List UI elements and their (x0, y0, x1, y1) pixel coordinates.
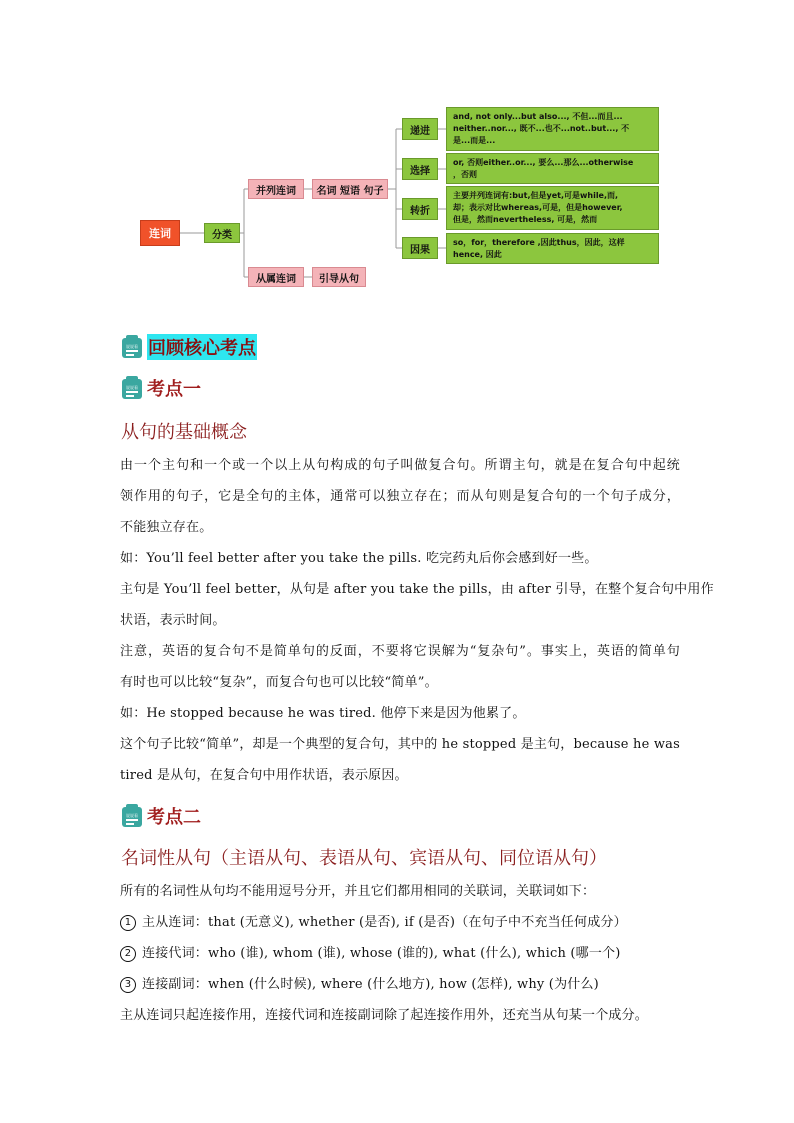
body-line: 如：You’ll feel better after you take the pills. 吃完药丸后你会感到好一些。 (120, 551, 598, 566)
list-number: 3 (120, 977, 136, 993)
mindmap-branch-progressive: 递进 (402, 118, 438, 140)
leaf-line: and, not only...but also..., 不但...而且... (453, 112, 623, 121)
mindmap-branch-cause: 因果 (402, 237, 438, 259)
leaf-line: so，for，therefore ,因此thus，因此，这样 (453, 238, 625, 247)
point1-topic: 从句的基础概念 (121, 422, 247, 443)
point1-heading (121, 375, 201, 401)
leaf-line: 却；表示对比whereas,可是，但是however, (453, 203, 623, 212)
mindmap-branch-choice: 选择 (402, 158, 438, 180)
leaf-line: 是...而是... (453, 136, 496, 145)
body-line: 所有的名词性从句均不能用逗号分开，并且它们都用相同的关联词，关联词如下： (120, 884, 596, 899)
leaf-line: ，否则 (453, 170, 477, 179)
mindmap-branch-contrast: 转折 (402, 198, 438, 220)
list-item-text: 连接副词：when (什么时候), where (什么地方), how (怎样), why (为什么) (142, 977, 599, 992)
mindmap-connectors (0, 0, 794, 300)
mindmap-coordinating-scope-node: 名词 短语 句子 (312, 179, 388, 199)
mindmap-subordinating-node: 从属连词 (248, 267, 304, 287)
body-line: 由一个主句和一个或一个以上从句构成的句子叫做复合句。所谓主句，就是在复合句中起统 (120, 458, 680, 473)
notebook-icon: 说说看 (121, 376, 143, 400)
review-heading (121, 334, 257, 360)
leaf-line: neither..nor..., 既不...也不...not..but..., 不 (453, 124, 630, 133)
leaf-line: hence, 因此 (453, 250, 502, 259)
point2-heading-title: 考点二 (147, 807, 201, 828)
body-line: 领作用的句子，它是全句的主体，通常可以独立存在；而从句则是复合句的一个句子成分， (120, 489, 680, 504)
notebook-icon: 说说看 (121, 804, 143, 828)
mindmap-leaf-choice (446, 153, 659, 184)
list-item (120, 907, 680, 938)
point1-heading-title: 考点一 (147, 379, 201, 400)
list-number: 2 (120, 946, 136, 962)
point2-heading (121, 803, 201, 829)
leaf-line: or, 否则either..or..., 要么...那么...otherwise (453, 158, 634, 167)
body-line: tired 是从句，在复合句中用作状语，表示原因。 (120, 768, 408, 783)
list-item-text: 主从连词：that (无意义), whether (是否), if (是否)（在句子中不充当任何成分） (142, 915, 627, 930)
leaf-line: 但是，然而nevertheless, 可是，然而 (453, 215, 598, 224)
list-number: 1 (120, 915, 136, 931)
point2-topic: 名词性从句（主语从句、表语从句、宾语从句、同位语从句） (121, 848, 607, 869)
mindmap-leaf-cause (446, 233, 659, 264)
mindmap-category-node: 分类 (204, 223, 240, 243)
leaf-line: 主要并列连词有:but,但是yet,可是while,而, (453, 191, 619, 200)
notebook-icon: 说说看 (121, 335, 143, 359)
mindmap-leaf-progressive (446, 107, 659, 151)
point1-body (120, 450, 714, 791)
mindmap-subordinating-scope-node: 引导从句 (312, 267, 366, 287)
mindmap-coordinating-node: 并列连词 (248, 179, 304, 199)
list-item (120, 969, 680, 1000)
body-line: 不能独立存在。 (120, 520, 213, 535)
review-heading-title: 回顾核心考点 (147, 334, 257, 360)
mindmap-root-node: 连词 (140, 220, 180, 246)
body-line: 这个句子比较“简单”，却是一个典型的复合句，其中的 he stopped 是主句，because he was (120, 737, 680, 752)
body-line: 主句是 You’ll feel better，从句是 after you take the pills，由 after 引导，在整个复合句中用作 (120, 582, 714, 597)
point2-body (120, 876, 680, 1031)
body-line: 注意，英语的复合句不是简单句的反面，不要将它误解为“复杂句”。事实上，英语的简单句 (120, 644, 680, 659)
body-line: 主从连词只起连接作用，连接代词和连接副词除了起连接作用外，还充当从句某一个成分。 (120, 1008, 649, 1023)
body-line: 如：He stopped because he was tired. 他停下来是因为他累了。 (120, 706, 526, 721)
body-line: 状语，表示时间。 (120, 613, 226, 628)
mindmap-leaf-contrast (446, 186, 659, 230)
list-item-text: 连接代词：who (谁), whom (谁), whose (谁的), what (什么), which (哪一个) (142, 946, 621, 961)
list-item (120, 938, 680, 969)
body-line: 有时也可以比较“复杂”，而复合句也可以比较“简单”。 (120, 675, 438, 690)
